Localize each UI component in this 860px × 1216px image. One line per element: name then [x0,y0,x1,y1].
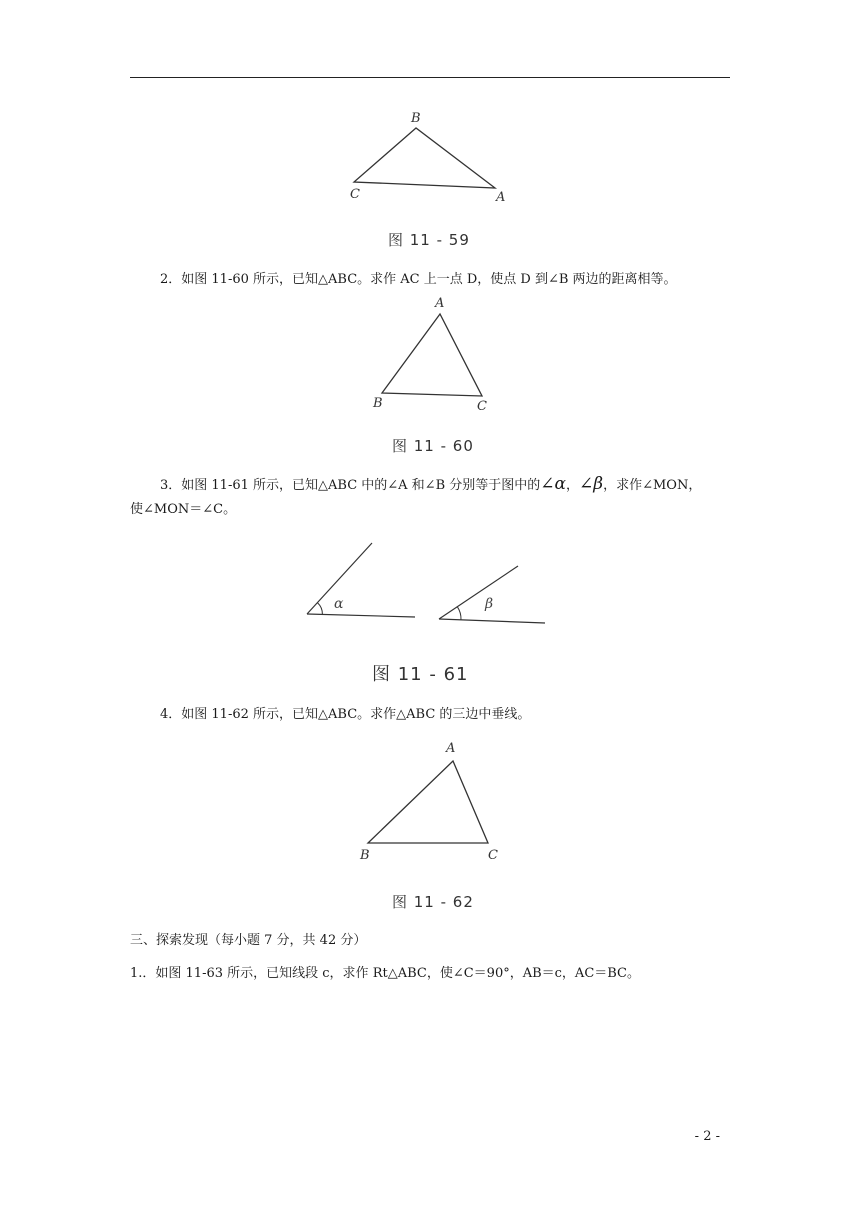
section-3-heading: 三、探索发现（每小题 7 分，共 42 分） [130,933,367,948]
alpha-label: α [334,596,344,612]
figure-11-60 [360,292,510,422]
question-3-suffix: ，求作∠MON， [603,478,702,493]
triangle-diagram [340,105,520,205]
point-label-c: C [488,848,498,863]
figure-caption: 图 11 - 61 [372,664,469,685]
section-3-question-1: 1.．如图 11-63 所示，已知线段 c，求作 Rt△ABC，使∠C＝90°，AB＝c，AC＝BC。 [130,966,641,981]
angle-alpha-symbol: ∠α [540,474,566,494]
page-number: - 2 - [694,1129,720,1144]
question-4: 4．如图 11-62 所示，已知△ABC。求作△ABC 的三边中垂线。 [160,707,531,722]
figure-caption: 图 11 - 60 [392,437,474,455]
header-rule [130,77,730,78]
question-3-line-1 [160,474,701,496]
point-label-b: B [373,396,383,411]
point-label-c: C [477,399,487,414]
point-label-b: B [411,111,421,126]
figure-11-61 [300,538,560,638]
triangle-diagram [360,292,510,422]
angle-diagram [300,538,560,638]
point-label-a: A [435,296,445,311]
triangle-diagram [350,735,510,870]
point-label-a: A [446,741,456,756]
beta-label: β [485,596,494,612]
question-2: 2．如图 11-60 所示，已知△ABC。求作 AC 上一点 D，使点 D 到∠B 两边的距离相等。 [160,272,677,287]
separator: ， [566,478,580,493]
figure-caption: 图 11 - 62 [392,893,474,911]
question-3-line-2: 使∠MON＝∠C。 [130,502,237,517]
question-3-text: 3．如图 11-61 所示，已知△ABC 中的∠A 和∠B 分别等于图中的 [160,478,541,493]
figure-caption: 图 11 - 59 [388,231,470,249]
figure-11-59 [340,105,520,205]
point-label-b: B [360,848,370,863]
angle-beta-symbol: ∠β [579,474,604,494]
point-label-c: C [350,187,360,202]
figure-11-62 [350,735,510,870]
point-label-a: A [496,190,506,205]
